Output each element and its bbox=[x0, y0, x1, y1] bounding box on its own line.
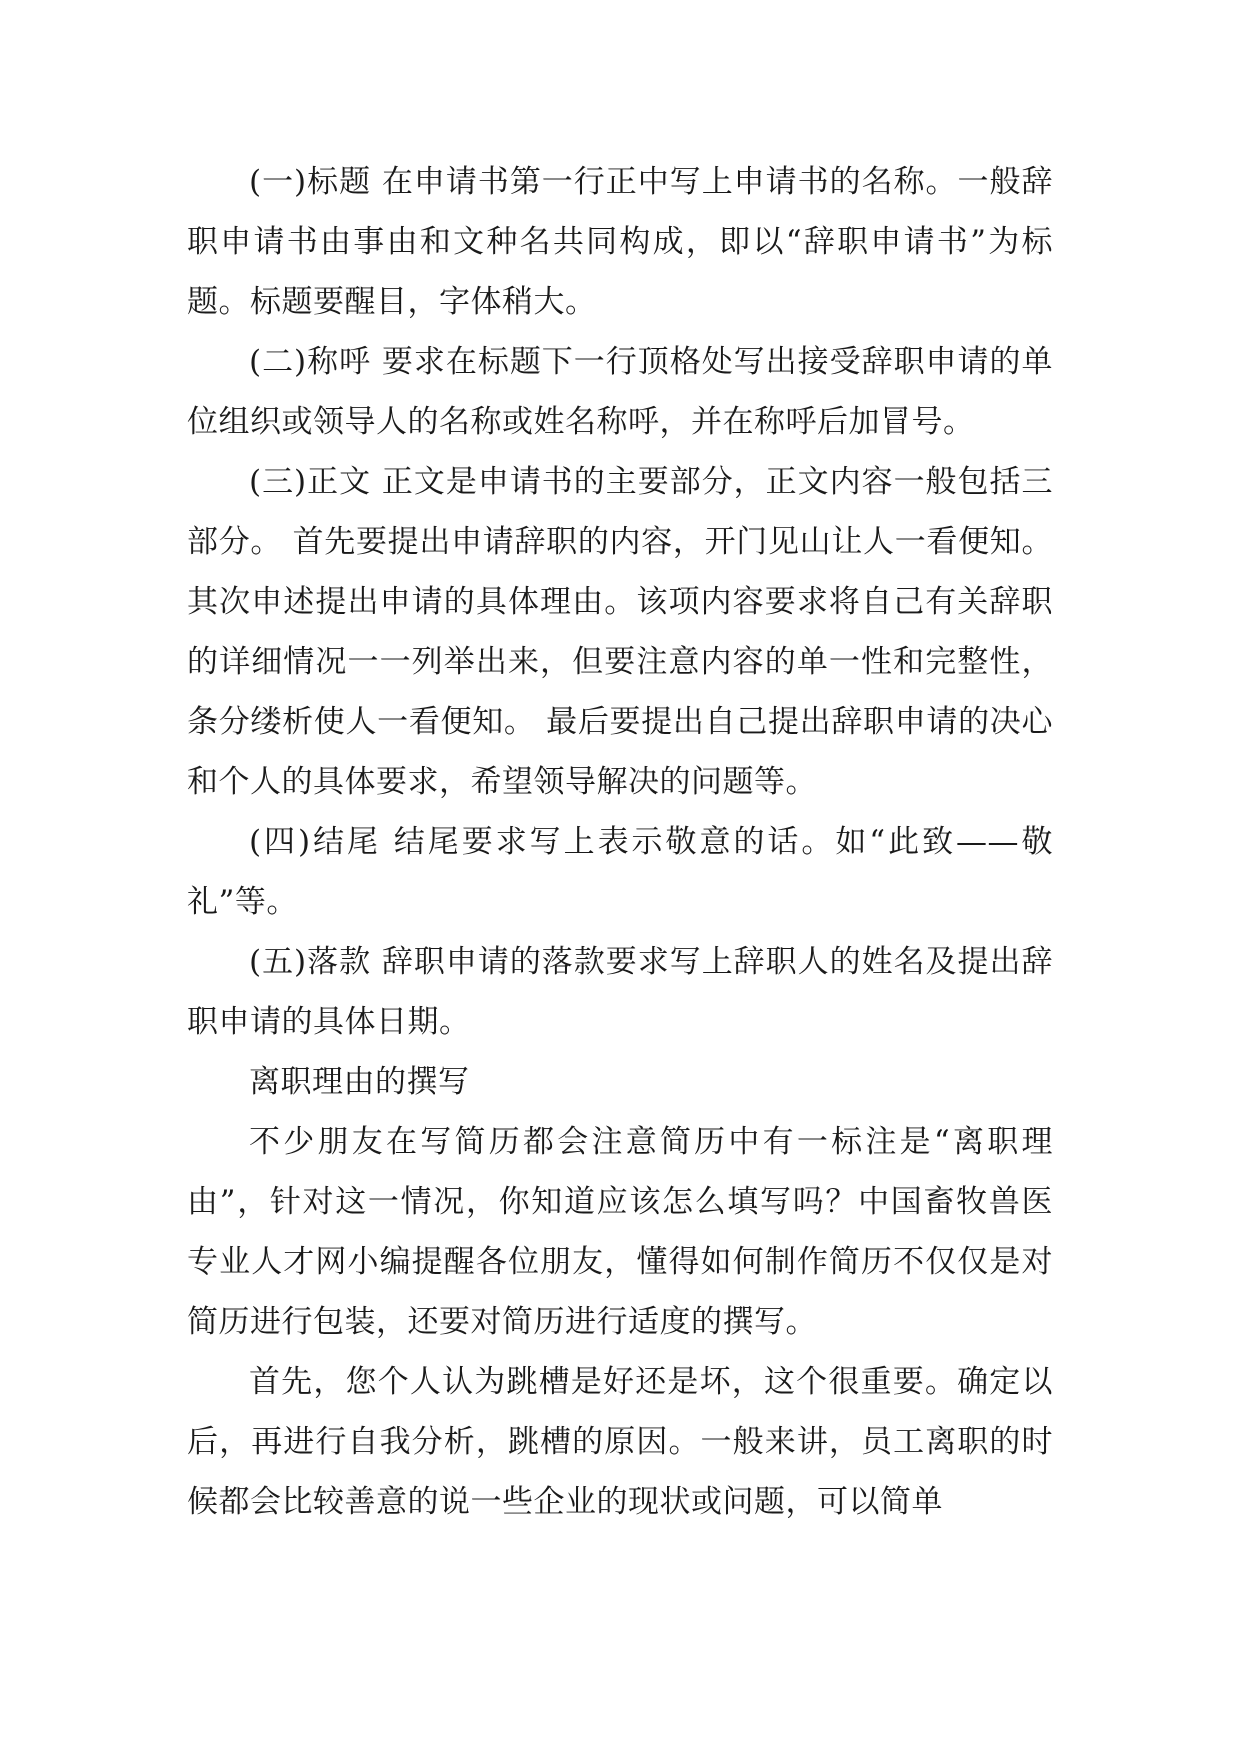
paragraph-signature-section: (五)落款 辞职申请的落款要求写上辞职人的姓名及提出辞职申请的具体日期。 bbox=[187, 944, 1053, 1040]
paragraph-closing-section: (四)结尾 结尾要求写上表示敬意的话。如“此致——敬礼”等。 bbox=[187, 824, 1053, 920]
paragraph-resignation-reason-analysis: 首先，您个人认为跳槽是好还是坏，这个很重要。确定以后，再进行自我分析，跳槽的原因。一般来讲，员工离职的时候都会比较善意的说一些企业的现状或问题，可以简单 bbox=[187, 1364, 1053, 1520]
paragraph-body-section: (三)正文 正文是申请书的主要部分，正文内容一般包括三部分。 首先要提出申请辞职的内容，开门见山让人一看便知。 其次申述提出申请的具体理由。该项内容要求将自己有关辞职的详细情况一一列举出来，但要注意内容的单一性和完整性，条分缕析使人一看便知。 最后要提出自己提出辞职申请的决心和个人的具体要求，希望领导解决的问题等。 bbox=[187, 464, 1053, 800]
paragraph-salutation-section: (二)称呼 要求在标题下一行顶格处写出接受辞职申请的单位组织或领导人的名称或姓名称呼，并在称呼后加冒号。 bbox=[187, 344, 1053, 440]
section-heading: 离职理由的撰写 bbox=[249, 1064, 470, 1100]
paragraph-title-section: (一)标题 在申请书第一行正中写上申请书的名称。一般辞职申请书由事由和文种名共同构成，即以“辞职申请书”为标题。标题要醒目，字体稍大。 bbox=[187, 164, 1053, 320]
paragraph-resignation-reason-intro: 不少朋友在写简历都会注意简历中有一标注是“离职理由”，针对这一情况，你知道应该怎么填写吗？中国畜牧兽医专业人才网小编提醒各位朋友，懂得如何制作简历不仅仅是对简历进行包装，还要对简历进行适度的撰写。 bbox=[187, 1124, 1053, 1340]
document-body bbox=[187, 152, 1053, 1532]
